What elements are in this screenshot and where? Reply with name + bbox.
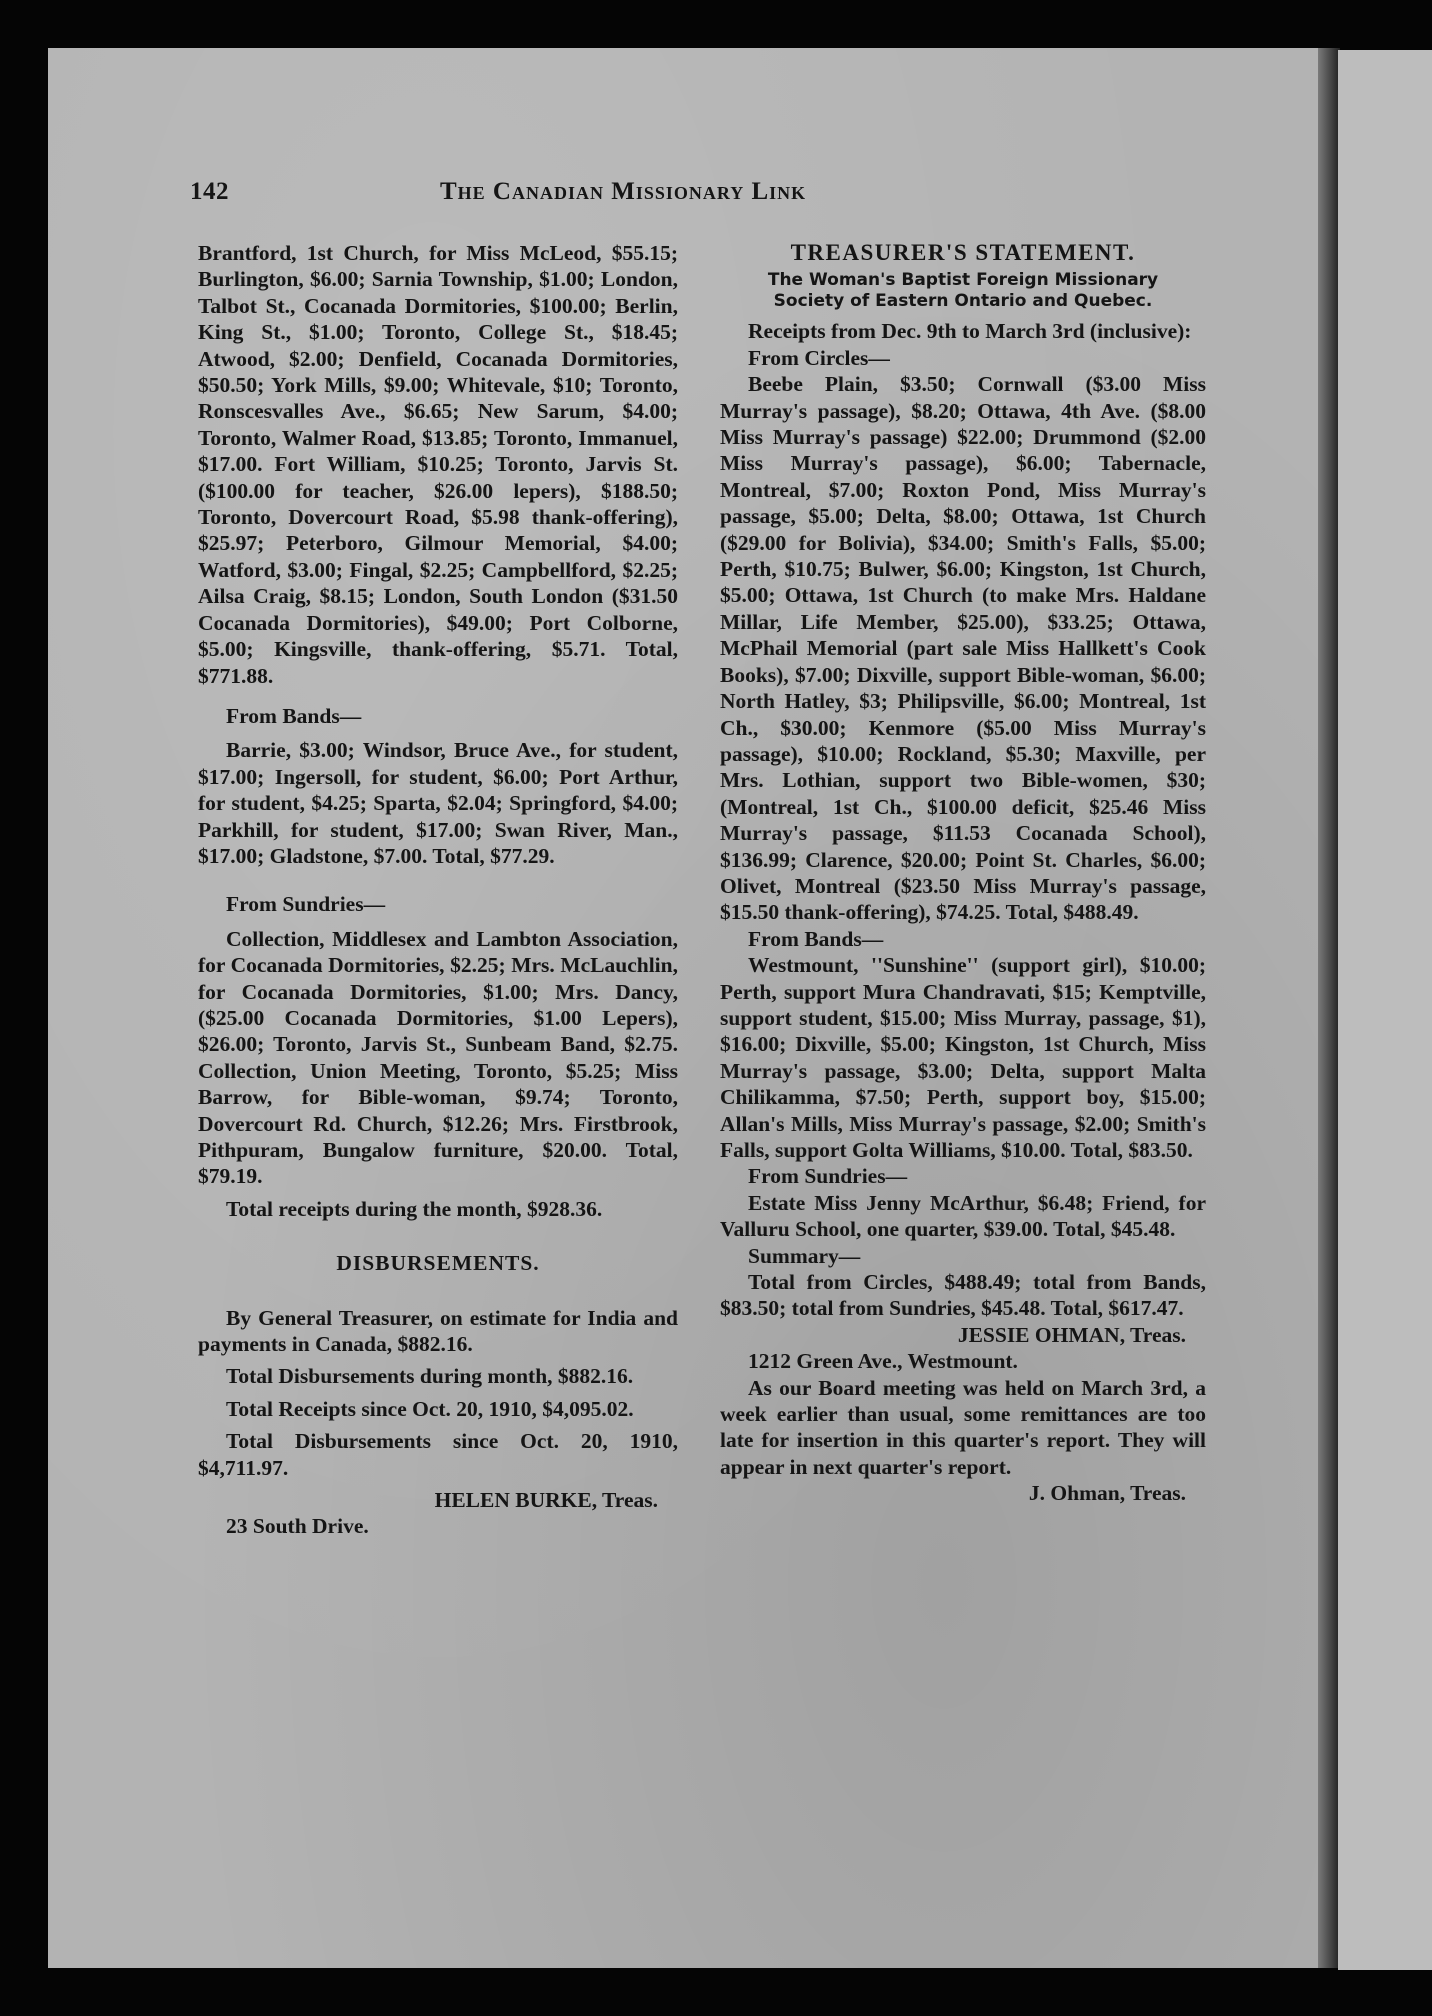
disbursements-heading: DISBURSEMENTS. [336,1251,540,1276]
statement-heading: TREASURER'S STATEMENT. [790,240,1136,265]
left-column [198,240,678,1540]
sundries-heading: From Sundries— [226,892,386,917]
journal-title: The Canadian Missionary Link [440,178,807,205]
society-line-2: Society of Eastern Ontario and Quebec. [773,291,1153,312]
disbursement-general-treasurer: By General Treasurer, on estimate for India and payments in Canada, $882.16. [198,1305,678,1357]
circles-heading: From Circles— [748,345,890,370]
receipts-since-october: Total Receipts since Oct. 20, 1910, $4,095.02. [226,1396,634,1421]
disbursements-since-october: Total Disbursements since Oct. 20, 1910, $4,711.97. [198,1429,678,1480]
bands-receipts-paragraph: Westmount, ''Sunshine'' (support girl), $10.00; Perth, support Mura Chandravati, $15; Kemptville, support student, $15.00; Miss Murray, passage, $1), $16.00; Dixville, $5.00; Kingston, 1st Church, Miss Murray's passage, $3.00; Delta, support Malta Chilikamma, $7.50; Perth, support boy, $15.00; Allan's Mills, Miss Murray's passage, $2.00; Smith's Falls, support Golta Williams, $10.00. Total, $83.50. [720,953,1206,1162]
circles-receipts-paragraph: Beebe Plain, $3.50; Cornwall ($3.00 Miss Murray's passage), $8.20; Ottawa, 4th Ave. ($8.00 Miss Murray's passage) $22.00; Drummond ($2.00 Miss Murray's passage), $6.00; Tabernacle, Montreal, $7.00; Roxton Pond, Miss Murray's passage, $5.00; Delta, $8.00; Ottawa, 1st Church ($29.00 for Bolivia), $34.00; Smith's Falls, $5.00; Perth, $10.75; Bulwer, $6.00; Kingston, 1st Church, $5.00; Ottawa, 1st Church (to make Mrs. Haldane Millar, Life Member, $25.00), $33.25; Ottawa, McPhail Memorial (part sale Miss Hallkett's Cook Books), $7.00; Dixville, support Bible-woman, $6.00; North Hatley, $3; Philipsville, $6.00; Montreal, 1st Ch., $30.00; Kenmore ($5.00 Miss Murray's passage), $10.00; Rockland, $5.30; Maxville, per Mrs. Lothian, support two Bible-women, $30; (Montreal, 1st Ch., $100.00 deficit, $25.46 Miss Murray's passage, $11.53 Cocanada School), $136.99; Clarence, $20.00; Point St. Charles, $6.00; Olivet, Montreal ($23.50 Miss Murray's passage, $15.50 thank-offering), $74.25. Total, $488.49. [720,372,1206,925]
right-column [720,240,1206,1507]
treasurer-address: 23 South Drive. [226,1514,369,1539]
treasurer-signature: JESSIE OHMAN, Treas. [957,1322,1186,1347]
bands-heading: From Bands— [748,926,884,951]
bands-heading: From Bands— [226,703,362,728]
total-receipts-month: Total receipts during the month, $928.36. [226,1196,603,1221]
receipts-intro: Receipts from Dec. 9th to March 3rd (inclusive): [748,319,1192,344]
society-name [720,270,1206,312]
adjacent-page-edge [1338,50,1432,1970]
gutter-shadow [1318,48,1340,1968]
society-line-1: The Woman's Baptist Foreign Missionary [767,270,1159,291]
sundries-heading: From Sundries— [748,1164,908,1189]
sundries-receipts-paragraph: Estate Miss Jenny McArthur, $6.48; Friend, for Valluru School, one quarter, $39.00. Total, $45.48. [720,1190,1206,1242]
summary-paragraph: Total from Circles, $488.49; total from Bands, $83.50; total from Sundries, $45.48. Total, $617.47. [720,1270,1206,1321]
circles-receipts-paragraph: Brantford, 1st Church, for Miss McLeod, $55.15; Burlington, $6.00; Sarnia Township, $1.00; London, Talbot St., Cocanada Dormitories, $100.00; Berlin, King St., $1.00; Toronto, College St., $18.45; Atwood, $2.00; Denfield, Cocanada Dormitories, $50.50; York Mills, $9.00; Whitevale, $10; Toronto, Ronscesvalles Ave., $6.65; New Sarum, $4.00; Toronto, Walmer Road, $13.85; Toronto, Immanuel, $17.00. Fort William, $10.25; Toronto, Jarvis St. ($100.00 for teacher, $26.00 lepers), $188.50; Toronto, Dovercourt Road, $5.98 thank-offering), $25.97; Peterboro, Gilmour Memorial, $4.00; Watford, $3.00; Fingal, $2.25; Campbellford, $2.25; Ailsa Craig, $8.15; London, South London ($31.50 Cocanada Dormitories), $49.00; Port Colborne, $5.00; Kingsville, thank-offering, $5.71. Total, $771.88. [198,241,678,688]
late-remittances-note: As our Board meeting was held on March 3rd, a week earlier than usual, some remittances are too late for insertion in this quarter's report. They will appear in next quarter's report. [720,1375,1206,1479]
note-signature: J. Ohman, Treas. [1028,1481,1186,1506]
treasurer-signature: HELEN BURKE, Treas. [434,1488,658,1513]
summary-heading: Summary— [748,1243,861,1268]
page-number: 142 [190,178,229,205]
treasurer-address: 1212 Green Ave., Westmount. [748,1349,1018,1374]
sundries-receipts-paragraph: Collection, Middlesex and Lambton Association, for Cocanada Dormitories, $2.25; Mrs. McLauchlin, for Cocanada Dormitories, $1.00; Mrs. Dancy, ($25.00 Cocanada Dormitories, $1.00 Lepers), $26.00; Toronto, Jarvis St., Sunbeam Band, $2.75. Collection, Union Meeting, Toronto, $5.25; Miss Barrow, for Bible-woman, $9.74; Toronto, Dovercourt Rd. Church, $12.26; Mrs. Firstbrook, Pithpuram, Bungalow furniture, $20.00. Total, $79.19. [198,926,678,1189]
disbursements-total-month: Total Disbursements during month, $882.16. [226,1364,634,1389]
bands-receipts-paragraph: Barrie, $3.00; Windsor, Bruce Ave., for student, $17.00; Ingersoll, for student, $6.00; Port Arthur, for student, $4.25; Sparta, $2.04; Springford, $4.00; Parkhill, for student, $17.00; Swan River, Man., $17.00; Gladstone, $7.00. Total, $77.29. [198,738,678,868]
